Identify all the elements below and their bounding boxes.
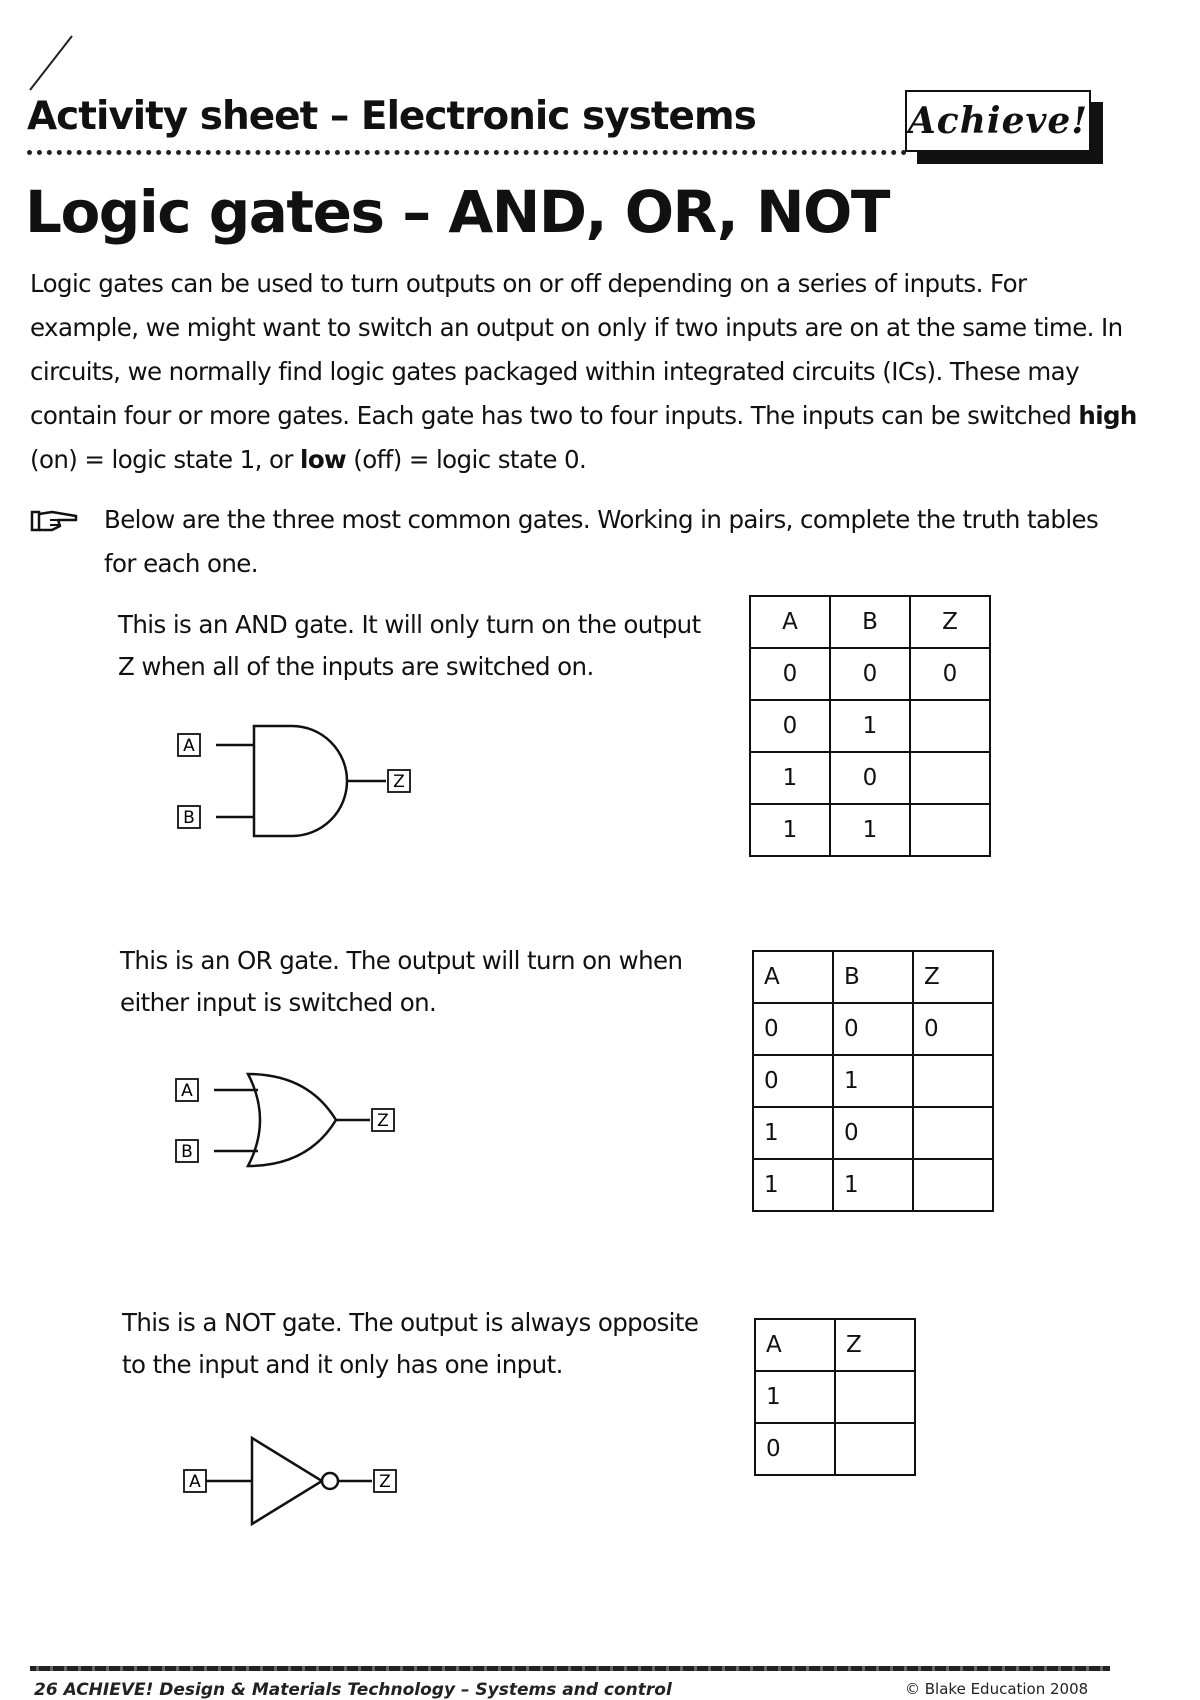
footer-rule: [30, 1666, 1110, 1671]
table-cell: 0: [833, 1107, 913, 1159]
header-cell: A: [755, 1319, 835, 1371]
answer-cell[interactable]: [835, 1371, 915, 1423]
or-input-a-label: A: [181, 1081, 193, 1101]
table-header-row: [753, 951, 993, 1003]
table-cell: 0: [913, 1003, 993, 1055]
table-row: [755, 1371, 915, 1423]
table-cell: 0: [830, 752, 910, 804]
footer-page-info: 26 ACHIEVE! Design & Materials Technology – Systems and control: [34, 1680, 672, 1700]
not-input-a-label: A: [189, 1472, 201, 1492]
pen-stroke-mark: [28, 34, 88, 94]
or-input-b-label: B: [181, 1142, 193, 1162]
not-truth-table: [754, 1318, 916, 1476]
pointing-hand-icon: [30, 506, 82, 536]
not-gate-diagram: [176, 1432, 436, 1532]
not-gate-bubble: [322, 1473, 338, 1489]
and-gate-diagram: [170, 714, 430, 854]
header-cell: Z: [913, 951, 993, 1003]
page-title: Logic gates – AND, OR, NOT: [25, 178, 889, 246]
table-cell: 1: [830, 804, 910, 856]
and-gate-description: This is an AND gate. It will only turn on the output Z when all of the inputs are switched on.: [118, 610, 701, 681]
table-row: [750, 648, 990, 700]
intro-high: high: [1078, 401, 1137, 430]
table-row: [753, 1159, 993, 1211]
table-cell: 0: [833, 1003, 913, 1055]
header-dotted-rule: [27, 150, 907, 155]
header-cell: A: [750, 596, 830, 648]
table-cell: 1: [753, 1107, 833, 1159]
table-cell: 1: [753, 1159, 833, 1211]
table-cell: 0: [750, 700, 830, 752]
table-row: [750, 752, 990, 804]
intro-low: low: [300, 445, 347, 474]
answer-cell[interactable]: [913, 1159, 993, 1211]
not-gate-description: This is a NOT gate. The output is always opposite to the input and it only has one input.: [122, 1308, 699, 1379]
and-output-z-label: Z: [393, 772, 405, 792]
table-cell: 0: [750, 648, 830, 700]
not-output-z-label: Z: [379, 1472, 391, 1492]
header-cell: A: [753, 951, 833, 1003]
table-cell: 1: [750, 804, 830, 856]
table-row: [750, 804, 990, 856]
or-output-z-label: Z: [377, 1111, 389, 1131]
achieve-badge: [905, 90, 1107, 168]
and-input-b-label: B: [183, 808, 195, 828]
table-cell: 0: [755, 1423, 835, 1475]
answer-cell[interactable]: [910, 804, 990, 856]
table-cell: 1: [830, 700, 910, 752]
header-title: Activity sheet – Electronic systems: [27, 94, 756, 139]
header-cell: B: [830, 596, 910, 648]
table-cell: 0: [910, 648, 990, 700]
intro-text-1: Logic gates can be used to turn outputs on or off depending on a series of inputs. For example, we might want to switch an output on only if two inputs are on at the same time. In circuits, we normally find logic gates packaged within integrated circuits (ICs). These may contain four or more gates. Each gate has two to four inputs. The inputs can be switched: [30, 269, 1123, 430]
table-row: [753, 1107, 993, 1159]
or-truth-table: [752, 950, 994, 1212]
header-cell: Z: [910, 596, 990, 648]
intro-text-3: (off) = logic state 0.: [346, 445, 587, 474]
intro-paragraph: [30, 262, 1140, 482]
answer-cell[interactable]: [913, 1055, 993, 1107]
badge-label: Achieve!: [905, 90, 1091, 152]
table-row: [753, 1055, 993, 1107]
table-row: [755, 1423, 915, 1475]
and-gate-symbol: [254, 726, 347, 836]
table-header-row: [750, 596, 990, 648]
answer-cell[interactable]: [913, 1107, 993, 1159]
header-cell: B: [833, 951, 913, 1003]
table-cell: 0: [830, 648, 910, 700]
and-truth-table: [749, 595, 991, 857]
and-input-a-label: A: [183, 736, 195, 756]
table-row: [753, 1003, 993, 1055]
answer-cell[interactable]: [910, 700, 990, 752]
answer-cell[interactable]: [910, 752, 990, 804]
table-header-row: [755, 1319, 915, 1371]
header-cell: Z: [835, 1319, 915, 1371]
answer-cell[interactable]: [835, 1423, 915, 1475]
footer-copyright: © Blake Education 2008: [905, 1680, 1089, 1698]
table-cell: 0: [753, 1003, 833, 1055]
or-gate-description: This is an OR gate. The output will turn on when either input is switched on.: [120, 946, 683, 1017]
table-cell: 1: [833, 1055, 913, 1107]
not-gate-symbol: [252, 1438, 322, 1524]
or-gate-diagram: [168, 1070, 428, 1180]
table-cell: 1: [833, 1159, 913, 1211]
table-row: [750, 700, 990, 752]
table-cell: 1: [750, 752, 830, 804]
instruction-text: Below are the three most common gates. Working in pairs, complete the truth tables for each one.: [104, 505, 1099, 578]
intro-text-2: (on) = logic state 1, or: [30, 445, 301, 474]
table-cell: 1: [755, 1371, 835, 1423]
table-cell: 0: [753, 1055, 833, 1107]
or-gate-symbol: [248, 1074, 336, 1166]
